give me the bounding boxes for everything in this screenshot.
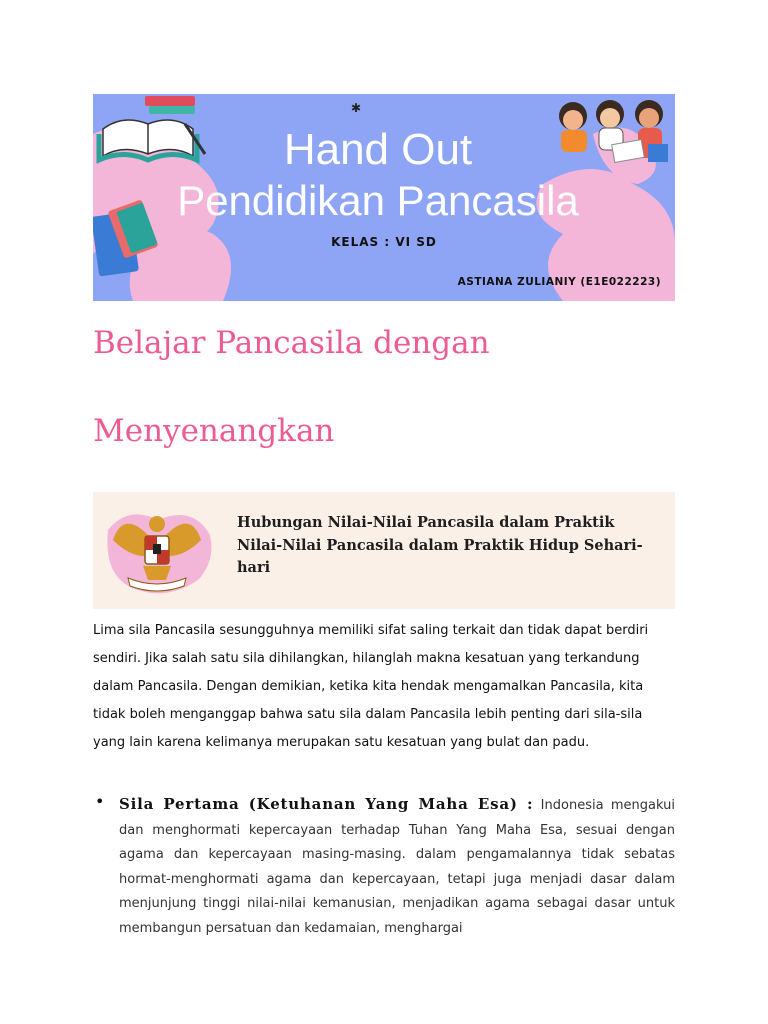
hero-banner	[93, 94, 675, 301]
intro-paragraph: Lima sila Pancasila sesungguhnya memiliki sifat saling terkait dan tidak dapat berdiri sendiri. Jika salah satu sila dihilangkan, hilanglah makna kesatuan yang terkandung dalam Pancasila. Dengan demikian, ketika kita hendak mengamalkan Pancasila, kita tidak boleh menganggap bahwa satu sila dalam Pancasila lebih penting dari sila-sila yang lain karena kelimanya merupakan satu kesatuan yang bulat dan padu.	[93, 623, 649, 750]
section-infobox	[93, 492, 675, 609]
bullet-icon: •	[95, 792, 105, 811]
svg-text:✱: ✱	[351, 101, 362, 115]
sila-list-item	[119, 792, 675, 941]
banner-title-line1: Hand Out	[283, 125, 473, 174]
page-title-line1: Belajar Pancasila dengan	[93, 325, 490, 361]
author-label: ASTIANA ZULIANIY (E1E022223)	[457, 276, 661, 288]
infobox-title: Hubungan Nilai-Nilai Pancasila dalam Praktik Nilai-Nilai Pancasila dalam Praktik Hidup Sehari-hari	[237, 514, 643, 576]
sila-text: Indonesia mengakui dan menghormati kepercayaan terhadap Tuhan Yang Maha Esa, sesuai dengan agama dan kepercayaan masing-masing. dalam pengamalannya tidak sebatas hormat-menghormati agama dan kepercayaan, tetapi juga menjadi dasar dalam menjunjung tinggi nilai-nilai kemanusian, menjadikan agama sebagai dasar untuk membangun persatuan dan kedamaian, menghargai	[119, 798, 675, 936]
class-label: KELAS : VI SD	[331, 235, 437, 249]
banner-title-line2: Pendidikan Pancasila	[177, 177, 579, 224]
sila-heading: Sila Pertama (Ketuhanan Yang Maha Esa) :	[119, 795, 534, 813]
garuda-emblem-icon	[98, 500, 216, 600]
page-title-line2: Menyenangkan	[93, 413, 335, 449]
